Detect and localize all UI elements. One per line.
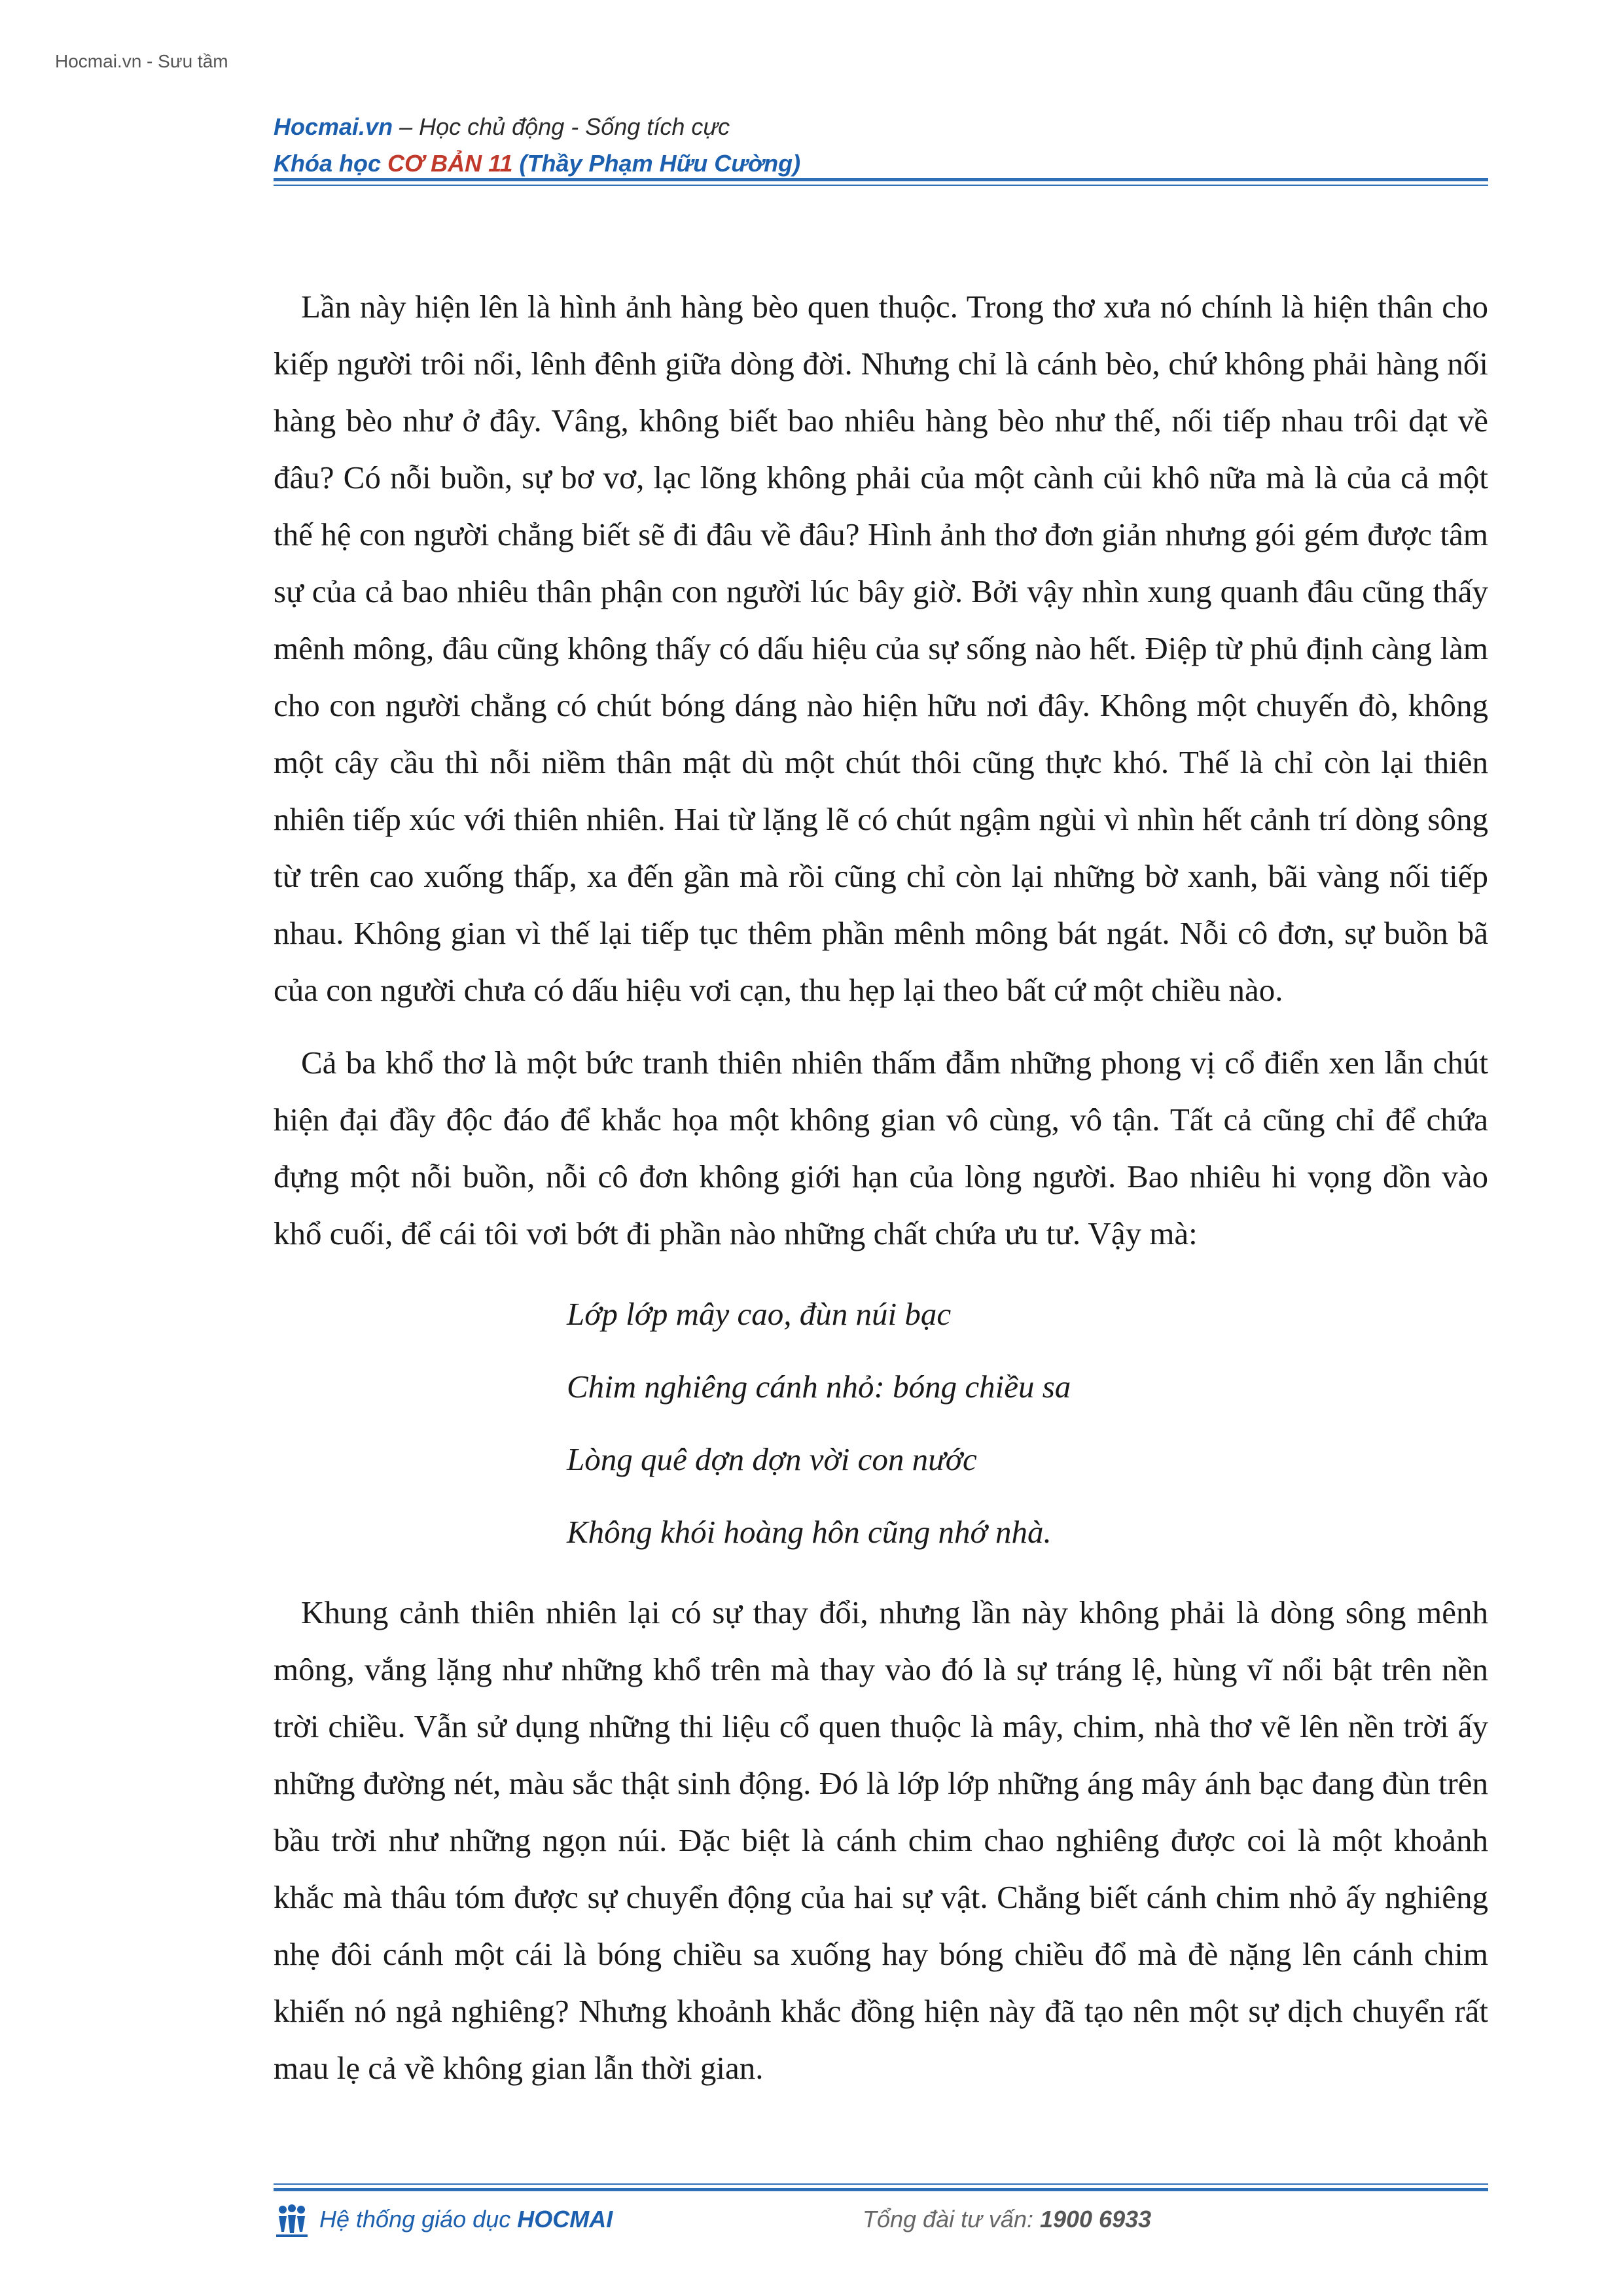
course-prefix: Khóa học — [274, 150, 388, 177]
paragraph-1: Lần này hiện lên là hình ảnh hàng bèo quen thuộc. Trong thơ xưa nó chính là hiện thân cho kiếp người trôi nổi, lênh đênh giữa dòng đời. Nhưng chỉ là cánh bèo, chứ không phải hàng nối hàng bèo như ở đây. Vâng, không biết bao nhiêu hàng bèo như thế, nối tiếp nhau trôi dạt về đâu? Có nỗi buồn, sự bơ vơ, lạc lõng không phải của một cành củi khô nữa mà là của cả một thế hệ con người chẳng biết sẽ đi đâu về đâu? Hình ảnh thơ đơn giản nhưng gói gém được tâm sự của cả bao nhiêu thân phận con người lúc bây giờ. Bởi vậy nhìn xung quanh đâu cũng thấy mênh mông, đâu cũng không thấy có dấu hiệu của sự sống nào hết. Điệp từ phủ định càng làm cho con người chẳng có chút bóng dáng nào hiện hữu nơi đây. Không một chuyến đò, không một cây cầu thì nỗi niềm thân mật dù một chút thôi cũng thực khó. Thế là chỉ còn lại thiên nhiên tiếp xúc với thiên nhiên. Hai từ lặng lẽ có chút ngậm ngùi vì nhìn hết cảnh trí dòng sông từ trên cao xuống thấp, xa đến gần mà rồi cũng chỉ còn lại những bờ xanh, bãi vàng nối tiếp nhau. Không gian vì thế lại tiếp tục thêm phần mênh mông bát ngát. Nỗi cô đơn, sự buồn bã của con người chưa có dấu hiệu vơi cạn, thu hẹp lại theo bất cứ một chiều nào. — [274, 289, 1488, 1008]
hotline-label: Tổng đài tư vấn: — [863, 2206, 1040, 2233]
course-title — [274, 145, 800, 182]
hotline — [863, 2206, 1151, 2233]
poem-line-4: Không khói hoàng hôn cũng nhớ nhà. — [567, 1514, 1052, 1550]
poem-line-3: Lòng quê dợn dợn vời con nước — [567, 1441, 977, 1477]
poem-line-2: Chim nghiêng cánh nhỏ: bóng chiều sa — [567, 1369, 1071, 1405]
hotline-number[interactable]: 1900 6933 — [1039, 2206, 1152, 2233]
header-rule-thick — [274, 178, 1488, 181]
poem-line-1: Lớp lớp mây cao, đùn núi bạc — [567, 1296, 952, 1332]
site-name[interactable]: Hocmai.vn — [274, 113, 393, 140]
page-header — [274, 109, 800, 182]
hocmai-logo-icon — [274, 2202, 310, 2238]
header-line-1 — [274, 109, 800, 145]
course-teacher: (Thầy Phạm Hữu Cường) — [512, 150, 801, 177]
course-level: CƠ BẢN 11 — [387, 150, 513, 177]
page-footer — [274, 2199, 1488, 2241]
footer-rule-thick — [274, 2188, 1488, 2191]
article-body — [274, 278, 1488, 2096]
system-prefix: Hệ thống giáo dục — [319, 2206, 518, 2233]
watermark: Hocmai.vn - Sưu tầm — [55, 51, 228, 71]
system-name: HOCMAI — [517, 2206, 613, 2233]
education-system — [319, 2206, 613, 2233]
footer-rule-thin — [274, 2183, 1488, 2185]
site-slogan: – Học chủ động - Sống tích cực — [393, 113, 730, 140]
poem-stanza — [274, 1278, 1488, 1568]
paragraph-2: Cả ba khổ thơ là một bức tranh thiên nhiên thấm đẫm những phong vị cổ điển xen lẫn chút hiện đại đầy độc đáo để khắc họa một không gian vô cùng, vô tận. Tất cả cũng chỉ để chứa đựng một nỗi buồn, nỗi cô đơn không giới hạn của lòng người. Bao nhiêu hi vọng dồn vào khổ cuối, để cái tôi vơi bớt đi phần nào những chất chứa ưu tư. Vậy mà: — [274, 1045, 1488, 1251]
header-rule-thin — [274, 185, 1488, 186]
paragraph-3: Khung cảnh thiên nhiên lại có sự thay đổi, nhưng lần này không phải là dòng sông mênh mông, vắng lặng như những khổ trên mà thay vào đó là sự tráng lệ, hùng vĩ nổi bật trên nền trời chiều. Vẫn sử dụng những thi liệu cổ quen thuộc là mây, chim, nhà thơ vẽ lên nền trời ấy những đường nét, màu sắc thật sinh động. Đó là lớp lớp những áng mây ánh bạc đang đùn trên bầu trời như những ngọn núi. Đặc biệt là cánh chim chao nghiêng được coi là một khoảnh khắc mà thâu tóm được sự chuyển động của hai sự vật. Chẳng biết cánh chim nhỏ ấy nghiêng nhẹ đôi cánh một cái là bóng chiều sa xuống hay bóng chiều đổ mà đè nặng lên cánh chim khiến nó ngả nghiêng? Nhưng khoảnh khắc đồng hiện này đã tạo nên một sự dịch chuyển rất mau lẹ cả về không gian lẫn thời gian. — [274, 1594, 1488, 2086]
